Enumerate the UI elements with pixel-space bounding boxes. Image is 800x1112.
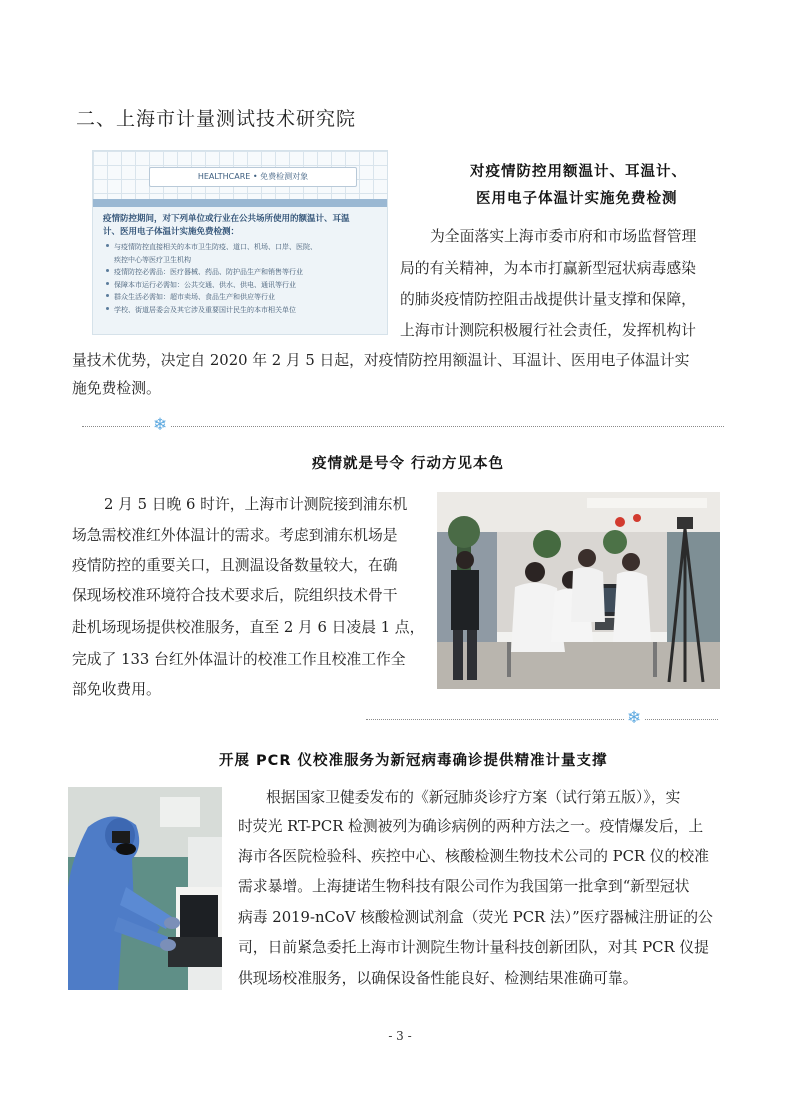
bullet-icon [106,269,109,272]
block1-heading-line-1: 对疫情防控用额温计、耳温计、 [470,164,687,180]
block3-line: 需求暴增。上海捷诺生物科技有限公司作为我国第一批拿到“新型冠状 [238,878,690,895]
infographic-item [103,254,379,267]
block1-heading-line-2: 医用电子体温计实施免费检测 [476,191,678,207]
block3-line: 根据国家卫健委发布的《新冠肺炎诊疗方案（试行第五版）》，实 [266,789,681,806]
infographic-item [103,291,379,304]
block2-line: 赴机场现场提供校准服务，直至 2 月 6 日凌晨 1 点， [72,619,425,636]
block3-line: 海市各医院检验科、疾控中心、核酸检测生物技术公司的 PCR 仪的校准 [238,848,709,865]
infographic-tag: HEALTHCARE • 免费检测对象 [149,167,357,187]
section-divider [82,426,724,427]
block2-line: 场急需校准红外体温计的需求。考虑到浦东机场是 [72,527,398,544]
infographic-item-text: 学校、街道居委会及其它涉及重要国计民生的本市相关单位 [114,305,296,314]
block3-line: 司，日前紧急委托上海市计测院生物计量科技创新团队，对其 PCR 仪提 [238,939,709,956]
lab-technician-illustration [68,787,222,990]
infographic-item-text: 疾控中心等医疗卫生机构 [114,255,191,264]
infographic-heading-line-2: 计、医用电子体温计实施免费检测： [103,227,240,237]
infographic-item [103,304,379,317]
block1-line: 为全面落实上海市委市府和市场监督管理 [430,228,697,245]
block2-line: 疫情防控的重要关口，且测温设备数量较大，在确 [72,557,398,574]
infographic-item-text: 群众生活必需如：超市卖场、食品生产和供应等行业 [114,293,275,301]
block3-line: 时荧光 RT-PCR 检测被列为确诊病例的两种方法之一。疫情爆发后，上 [238,818,704,835]
section-divider [366,719,718,720]
block2-heading: 疫情就是号令 行动方见本色 [312,456,505,472]
lab-technician-photo [68,787,222,990]
infographic-item [103,241,379,254]
block1-line: 施免费检测。 [72,380,161,397]
block2-line: 2 月 5 日晚 6 时许，上海市计测院接到浦东机 [104,496,408,513]
bullet-icon [106,307,109,310]
block1-line: 上海市计测院积极履行社会责任，发挥机构计 [400,322,696,339]
block2-line: 保现场校准环境符合技术要求后，院组织技术骨干 [72,587,398,604]
infographic-item [103,266,379,279]
airport-calibration-photo [437,492,720,689]
block1-line: 局的有关精神，为本市打赢新型冠状病毒感染 [400,260,696,277]
block1-line: 量技术优势，决定自 2020 年 2 月 5 日起，对疫情防控用额温计、耳温计、医用电子体温计实 [72,352,690,369]
infographic-item [103,279,379,292]
block1-line: 的肺炎疫情防控阻击战提供计量支撑和保障， [400,291,696,308]
bullet-icon [106,294,109,297]
section-title: 二、上海市计量测试技术研究院 [76,108,357,130]
block2-line: 部免收费用。 [72,681,161,698]
infographic-item-text: 疫情防控必需品：医疗器械、药品、防护品生产和销售等行业 [114,268,303,276]
infographic-item-text: 保障本市运行必需如：公共交通、供水、供电、通讯等行业 [114,280,296,289]
block2-line: 完成了 133 台红外体温计的校准工作且校准工作全 [72,651,406,668]
infographic-blue-strip [93,199,387,207]
block3-line: 供现场校准服务，以确保设备性能良好、检测结果准确可靠。 [238,970,638,987]
page-number: - 3 - [388,1029,412,1043]
snowflake-icon: ❄ [624,710,644,727]
infographic-body [103,213,379,316]
free-testing-infographic [92,150,388,335]
snowflake-icon: ❄ [150,417,170,434]
infographic-item-text: 与疫情防控直接相关的本市卫生防疫、道口、机场、口岸、医院、 [114,243,317,251]
block3-heading: 开展 PCR 仪校准服务为新冠病毒确诊提供精准计量支撑 [219,753,608,769]
infographic-heading-line-1: 疫情防控期间，对下列单位或行业在公共场所使用的额温计、耳温 [103,214,350,224]
block3-line: 病毒 2019-nCoV 核酸检测试剂盒（荧光 PCR 法）”医疗器械注册证的公 [238,909,713,926]
bullet-icon [106,282,109,285]
airport-calibration-illustration [437,492,720,689]
bullet-icon [106,244,109,247]
